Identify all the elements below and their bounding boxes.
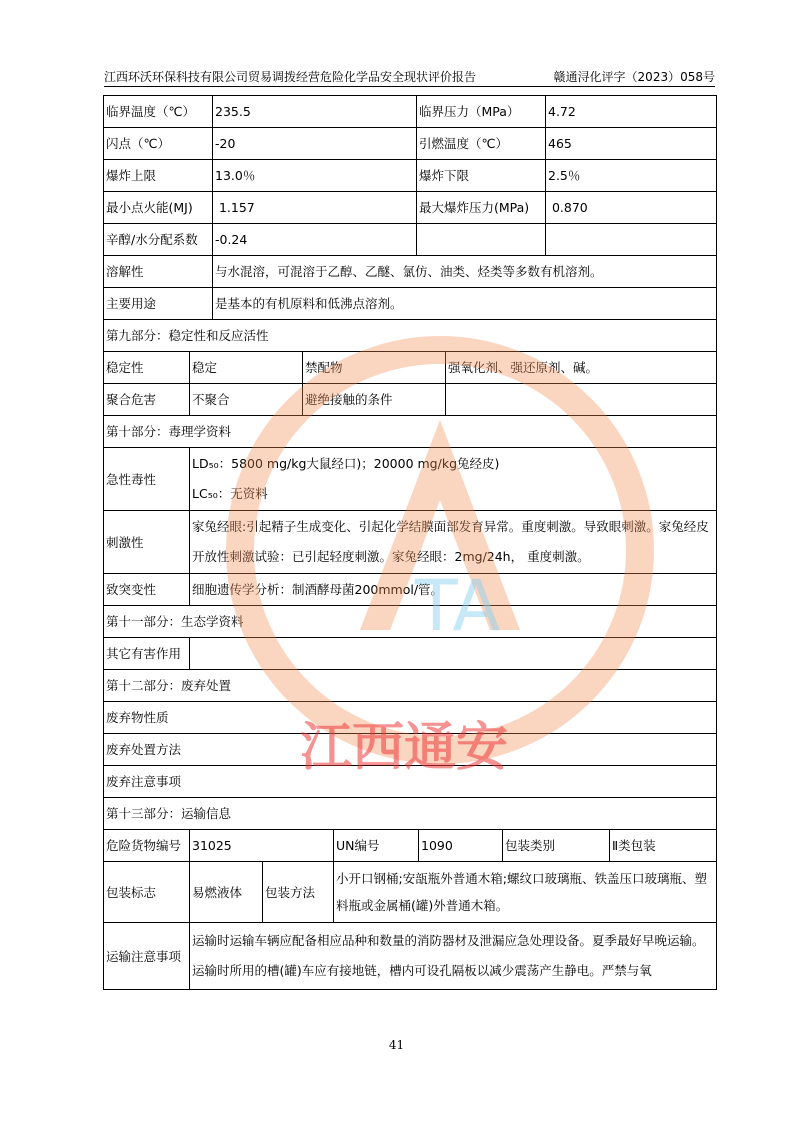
cell-value: 运输时运输车辆应配备相应品种和数量的消防器材及泄漏应急处理设备。夏季最好早晚运输。运输时所用的槽(罐)车应有接地链，槽内可设孔隔板以减少震荡产生静电。严禁与氧 bbox=[190, 923, 717, 990]
section-heading bbox=[104, 798, 717, 830]
cell-value: 465 bbox=[546, 128, 717, 160]
transport-table bbox=[103, 829, 717, 990]
cell-value: 1.157 bbox=[213, 192, 417, 224]
cell-label: 爆炸上限 bbox=[104, 160, 213, 192]
cell-label: 禁配物 bbox=[303, 352, 446, 384]
table-row bbox=[104, 288, 717, 320]
cell-label: 包装方法 bbox=[263, 862, 334, 923]
page-header bbox=[104, 68, 715, 87]
cell-value: 是基本的有机原料和低沸点溶剂。 bbox=[213, 288, 717, 320]
cell-value: 31025 bbox=[190, 830, 334, 862]
section-9-title: 第九部分：稳定性和反应活性 bbox=[104, 320, 717, 352]
table-row bbox=[104, 766, 717, 798]
seal-text: 江西通安 bbox=[300, 718, 509, 778]
cell-label: 包装标志 bbox=[104, 862, 190, 923]
cell-value: 4.72 bbox=[546, 96, 717, 128]
section-10-title: 第十部分：毒理学资料 bbox=[104, 416, 717, 448]
page-number: 41 bbox=[388, 1038, 405, 1052]
cell-label: 辛醇/水分配系数 bbox=[104, 224, 213, 256]
table-row bbox=[104, 192, 717, 224]
cell-value bbox=[446, 384, 717, 416]
cell-label: 运输注意事项 bbox=[104, 923, 190, 990]
cell-label: 避绝接触的条件 bbox=[303, 384, 446, 416]
cell-value: 13.0％ bbox=[213, 160, 417, 192]
table-row bbox=[104, 128, 717, 160]
cell-value: 稳定 bbox=[190, 352, 303, 384]
msds-table bbox=[103, 95, 716, 990]
cell-label: 急性毒性 bbox=[104, 448, 190, 511]
table-row bbox=[104, 256, 717, 288]
acute-lc50: LC₅₀：无资料 bbox=[192, 486, 268, 501]
cell-value: 强氧化剂、强还原剂、碱。 bbox=[446, 352, 717, 384]
cell-value: 0.870 bbox=[546, 192, 717, 224]
cell-label: 稳定性 bbox=[104, 352, 190, 384]
cell-label: 主要用途 bbox=[104, 288, 213, 320]
table-row bbox=[104, 160, 717, 192]
cell-value bbox=[190, 448, 717, 511]
properties-table bbox=[103, 95, 717, 352]
cell-label: 包装类别 bbox=[503, 830, 610, 862]
cell-empty bbox=[546, 224, 717, 256]
stability-table bbox=[103, 351, 717, 448]
cell-value: -0.24 bbox=[213, 224, 417, 256]
table-row bbox=[104, 734, 717, 766]
table-row bbox=[104, 384, 717, 416]
cell-value: 易燃液体 bbox=[190, 862, 263, 923]
cell-label: 聚合危害 bbox=[104, 384, 190, 416]
cell-label: 爆炸下限 bbox=[417, 160, 546, 192]
cell-label: 最大爆炸压力(MPa) bbox=[417, 192, 546, 224]
section-12-title: 第十二部分：废弃处置 bbox=[104, 670, 717, 702]
table-row bbox=[104, 574, 717, 606]
table-row bbox=[104, 923, 717, 990]
section-heading bbox=[104, 670, 717, 702]
cell-value: 2.5％ bbox=[546, 160, 717, 192]
table-row bbox=[104, 352, 717, 384]
cell-value: 细胞遗传学分析：制酒酵母菌200mmol/管。 bbox=[190, 574, 717, 606]
cell-value: 家兔经眼:引起精子生成变化、引起化学结膜面部发育异常。重度刺激。导致眼刺激。家兔经皮开放性刺激试验：已引起轻度刺激。家兔经眼：2mg/24h， 重度刺激。 bbox=[190, 511, 717, 574]
cell-label: 危险货物编号 bbox=[104, 830, 190, 862]
cell-label: 最小点火能(MJ) bbox=[104, 192, 213, 224]
table-row bbox=[104, 702, 717, 734]
cell-label: UN编号 bbox=[334, 830, 419, 862]
cell-value: -20 bbox=[213, 128, 417, 160]
table-row bbox=[104, 96, 717, 128]
cell-empty bbox=[417, 224, 546, 256]
cell-value bbox=[190, 638, 717, 670]
cell-value: 小开口钢桶;安瓿瓶外普通木箱;螺纹口玻璃瓶、铁盖压口玻璃瓶、塑料瓶或金属桶(罐)外普通木箱。 bbox=[334, 862, 717, 923]
seal-letters: TA bbox=[415, 565, 501, 647]
table-row bbox=[104, 638, 717, 670]
cell-label: 致突变性 bbox=[104, 574, 190, 606]
cell-label: 闪点（℃） bbox=[104, 128, 213, 160]
cell-label: 其它有害作用 bbox=[104, 638, 190, 670]
cell-label: 废弃物性质 bbox=[104, 702, 717, 734]
cell-label: 临界压力（MPa） bbox=[417, 96, 546, 128]
acute-ld50: LD₅₀：5800 mg/kg大鼠经口)；20000 mg/kg兔经皮) bbox=[192, 456, 500, 471]
header-company: 江西环沃环保科技有限公司贸易调拨经营危险化学品安全现状评价报告 bbox=[104, 70, 477, 84]
section-heading bbox=[104, 606, 717, 638]
table-row bbox=[104, 224, 717, 256]
section-11-title: 第十一部分：生态学资料 bbox=[104, 606, 717, 638]
cell-value: 1090 bbox=[419, 830, 503, 862]
toxicology-table bbox=[103, 447, 717, 830]
cell-label: 溶解性 bbox=[104, 256, 213, 288]
cell-label: 废弃处置方法 bbox=[104, 734, 717, 766]
table-row bbox=[104, 448, 717, 511]
cell-value: 与水混溶，可混溶于乙醇、乙醚、氯仿、油类、烃类等多数有机溶剂。 bbox=[213, 256, 717, 288]
cell-label: 刺激性 bbox=[104, 511, 190, 574]
cell-label: 引燃温度（℃） bbox=[417, 128, 546, 160]
cell-value: Ⅱ类包装 bbox=[610, 830, 717, 862]
section-heading bbox=[104, 320, 717, 352]
cell-label: 临界温度（℃） bbox=[104, 96, 213, 128]
table-row bbox=[104, 511, 717, 574]
cell-label: 废弃注意事项 bbox=[104, 766, 717, 798]
section-13-title: 第十三部分：运输信息 bbox=[104, 798, 717, 830]
cell-value: 不聚合 bbox=[190, 384, 303, 416]
section-heading bbox=[104, 416, 717, 448]
header-report-no: 赣通浔化评字（2023）058号 bbox=[553, 70, 715, 84]
table-row bbox=[104, 862, 717, 923]
cell-value: 235.5 bbox=[213, 96, 417, 128]
table-row bbox=[104, 830, 717, 862]
